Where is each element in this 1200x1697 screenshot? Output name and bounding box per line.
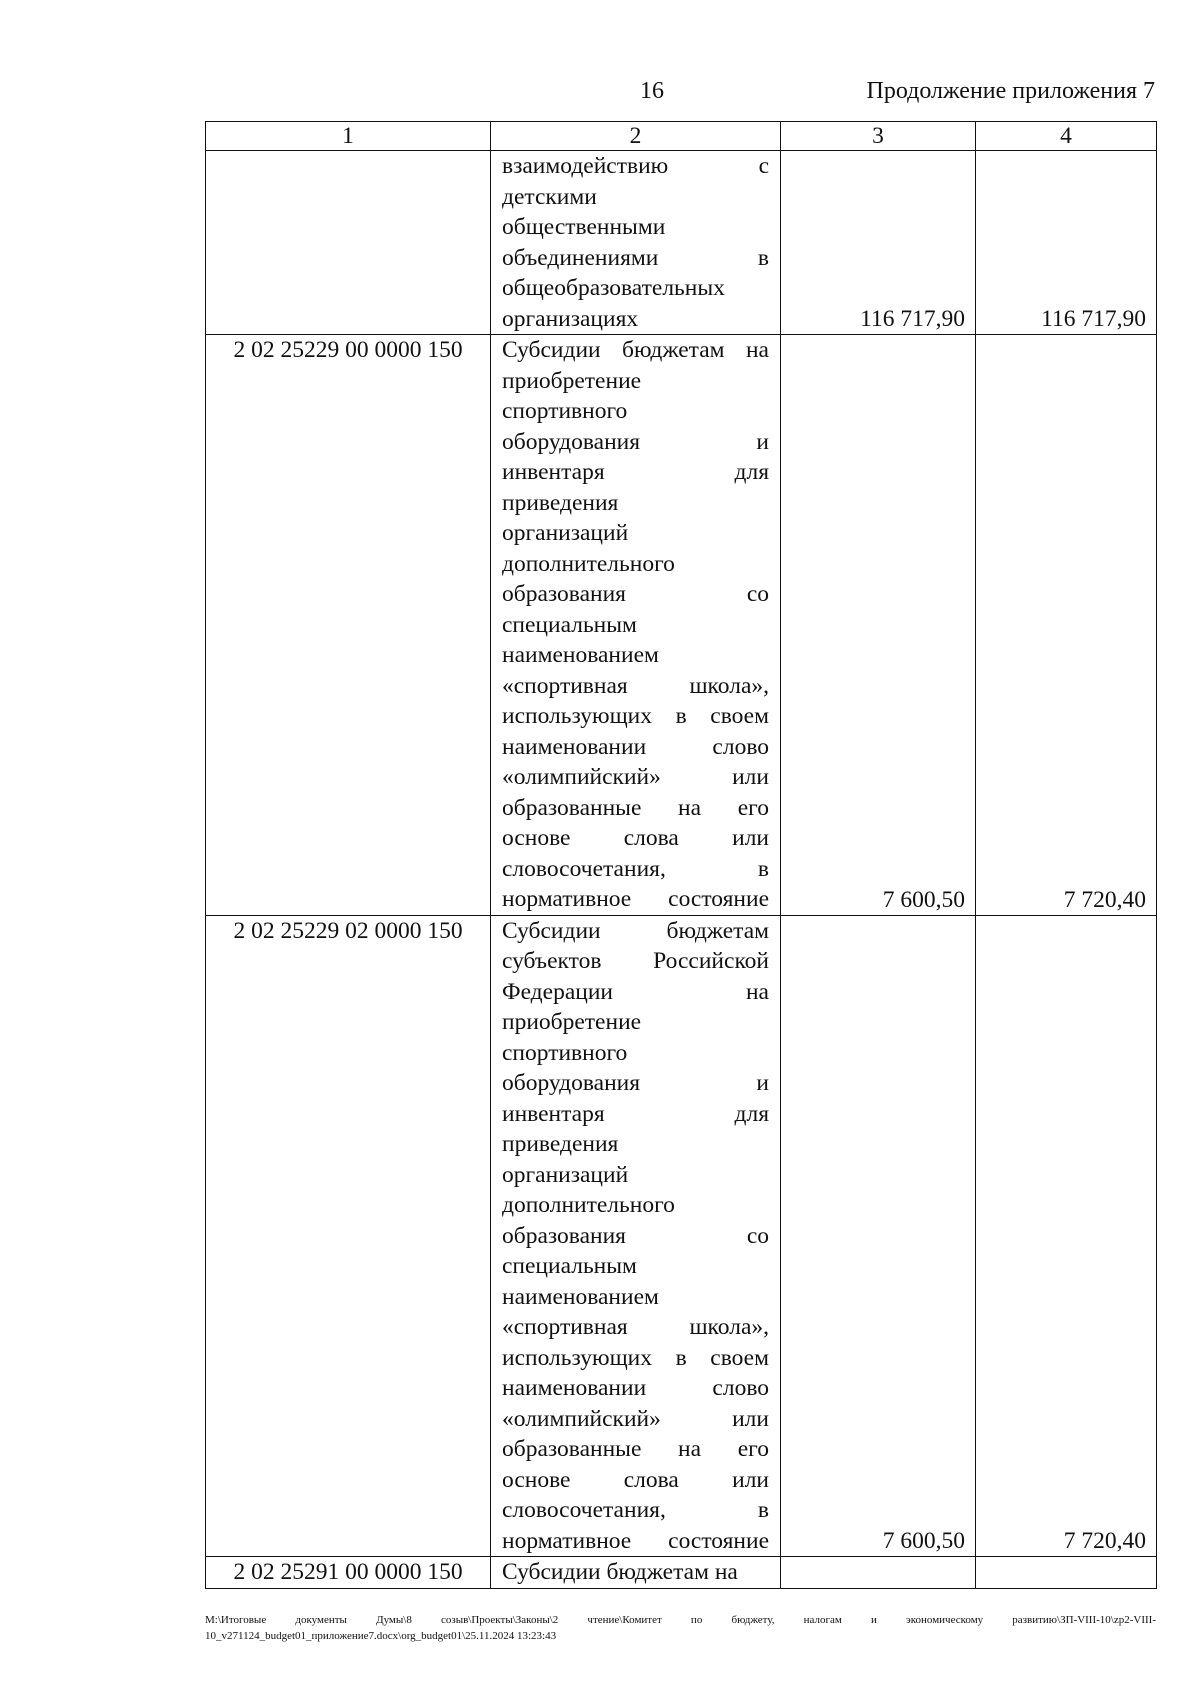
description-line: спортивного (502, 1039, 628, 1066)
amount-col4 (976, 1557, 1157, 1589)
budget-code (206, 151, 491, 335)
description-line: субъектов Российской (502, 948, 769, 974)
description-line: приведения (502, 489, 619, 516)
row-description (491, 335, 781, 916)
file-path-footer-continuation: 10_v271124_budget01_приложение7.docx\org_budget01\25.11.2024 13:23:43 (205, 1630, 557, 1642)
description-line: приведения (502, 1131, 619, 1157)
description-line: инвентаря для (502, 1100, 769, 1127)
table-row (206, 1557, 1157, 1589)
description-line: образованные на его (502, 794, 769, 821)
description-line: организаций (502, 1161, 629, 1188)
amount-col3: 7 600,50 (781, 915, 976, 1557)
description-line: наименовании слово (502, 733, 769, 760)
description-line: основе слова или (502, 825, 769, 851)
budget-table (205, 121, 1157, 1589)
row-description (491, 151, 781, 335)
description-line: дополнительного (502, 1192, 675, 1218)
description-line: инвентаря для (502, 459, 769, 485)
description-line: приобретение (502, 1009, 642, 1035)
budget-code: 2 02 25291 00 0000 150 (206, 1557, 491, 1589)
description-line: оборудования и (502, 428, 769, 455)
description-line: наименованием (502, 1283, 659, 1310)
amount-col4: 7 720,40 (976, 335, 1157, 916)
table-row (206, 151, 1157, 335)
row-description (491, 1557, 781, 1589)
amount-col3 (781, 1557, 976, 1589)
description-line: образованные на его (502, 1436, 769, 1462)
amount-col4: 7 720,40 (976, 915, 1157, 1557)
page-number: 16 (640, 78, 664, 104)
description-line: специальным (502, 1253, 637, 1279)
description-line: образования со (502, 581, 769, 607)
description-line: словосочетания, в (502, 1497, 769, 1523)
column-number: 3 (781, 122, 976, 151)
description-line: Субсидии бюджетам на (502, 1559, 738, 1585)
description-line: «спортивная школа», (502, 1314, 769, 1340)
description-line: нормативное состояние (502, 886, 769, 912)
budget-code: 2 02 25229 02 0000 150 (206, 915, 491, 1557)
description-line: Субсидии бюджетам (502, 917, 769, 944)
description-line: наименованием (502, 642, 659, 668)
column-number: 1 (206, 122, 491, 151)
description-line: организаций (502, 520, 629, 546)
table-row (206, 915, 1157, 1557)
file-path-footer: M:\Итоговые документы Думы\8 созыв\Проекты\Законы\2 чтение\Комитет по бюджету, налогам и экономическому развитию\ЗП-VIII-10\zp2-VIII- (205, 1614, 1156, 1626)
continuation-title: Продолжение приложения 7 (866, 78, 1155, 104)
description-line: Федерации на (502, 978, 769, 1005)
description-line: приобретение (502, 367, 642, 394)
column-number: 4 (976, 122, 1157, 151)
description-line: общественными (502, 214, 666, 240)
description-line: оборудования и (502, 1070, 769, 1096)
row-description (491, 915, 781, 1557)
amount-col4: 116 717,90 (976, 151, 1157, 335)
description-line: общеобразовательных (502, 275, 725, 301)
description-line: организациях (502, 305, 639, 332)
description-line: Субсидии бюджетам на (502, 337, 769, 363)
description-line: взаимодействию с (502, 153, 769, 179)
description-line: детскими (502, 183, 597, 210)
description-line: спортивного (502, 398, 628, 424)
description-line: наименовании слово (502, 1375, 769, 1401)
amount-col3: 7 600,50 (781, 335, 976, 916)
description-line: объединениями в (502, 244, 769, 271)
description-line: «спортивная школа», (502, 672, 769, 699)
description-line: образования со (502, 1222, 769, 1249)
description-line: словосочетания, в (502, 855, 769, 882)
description-line: «олимпийский» или (502, 1405, 769, 1432)
description-line: использующих в своем (502, 703, 769, 729)
description-line: «олимпийский» или (502, 764, 769, 790)
description-line: дополнительного (502, 550, 675, 577)
description-line: нормативное состояние (502, 1527, 769, 1554)
column-number-row (206, 122, 1157, 151)
budget-code: 2 02 25229 00 0000 150 (206, 335, 491, 916)
description-line: основе слова или (502, 1466, 769, 1493)
column-number: 2 (491, 122, 781, 151)
description-line: специальным (502, 611, 637, 638)
description-line: использующих в своем (502, 1344, 769, 1371)
table-row (206, 335, 1157, 916)
amount-col3: 116 717,90 (781, 151, 976, 335)
